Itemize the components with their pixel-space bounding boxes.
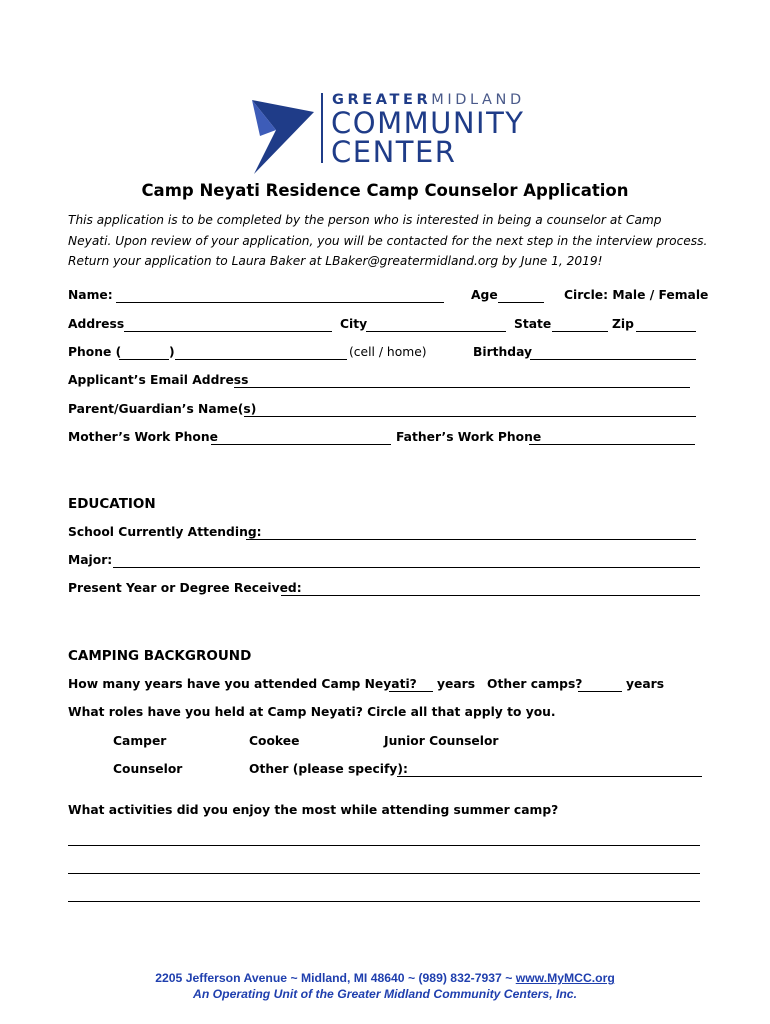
birthday-label: Birthday	[473, 345, 533, 359]
school-label: School Currently Attending:	[68, 525, 262, 539]
activities-question: What activities did you enjoy the most while attending summer camp?	[68, 803, 559, 817]
roles-question: What roles have you held at Camp Neyati? Circle all that apply to you.	[68, 705, 556, 719]
email-field[interactable]	[234, 387, 690, 388]
zip-label: Zip	[612, 317, 634, 331]
state-label: State	[514, 317, 552, 331]
years-attended-field[interactable]	[389, 691, 433, 692]
city-label: City	[340, 317, 368, 331]
name-field[interactable]	[116, 302, 444, 303]
phone-area-field[interactable]	[119, 359, 169, 360]
other-camps-label: Other camps?	[487, 677, 583, 691]
year-field[interactable]	[281, 595, 700, 596]
logo-greater-midland: GREATERMIDLAND	[332, 92, 525, 108]
activities-line-1[interactable]	[68, 845, 700, 846]
footer-address: 2205 Jefferson Avenue ~ Midland, MI 48640 ~ (989) 832-7937 ~ www.MyMCC.org	[155, 971, 615, 985]
father-phone-field[interactable]	[529, 444, 695, 445]
zip-field[interactable]	[636, 331, 696, 332]
role-cookee[interactable]: Cookee	[249, 734, 300, 748]
years-unit: years	[437, 677, 476, 691]
parent-label: Parent/Guardian’s Name(s)	[68, 402, 257, 416]
other-camps-field[interactable]	[578, 691, 622, 692]
school-field[interactable]	[246, 539, 696, 540]
activities-line-2[interactable]	[68, 873, 700, 874]
phone-number-field[interactable]	[175, 359, 347, 360]
logo-center: CENTER	[331, 135, 457, 169]
phone-label: Phone (	[68, 345, 122, 359]
camping-heading: CAMPING BACKGROUND	[68, 648, 252, 664]
mother-phone-label: Mother’s Work Phone	[68, 430, 218, 444]
phone-paren-close: )	[169, 345, 175, 359]
address-label: Address	[68, 317, 125, 331]
state-field[interactable]	[552, 331, 608, 332]
city-field[interactable]	[366, 331, 506, 332]
education-heading: EDUCATION	[68, 496, 156, 512]
address-field[interactable]	[124, 331, 332, 332]
logo-community: COMMUNITY	[331, 106, 525, 140]
logo-divider	[321, 93, 323, 163]
major-field[interactable]	[113, 567, 700, 568]
activities-line-3[interactable]	[68, 901, 700, 902]
role-other-label[interactable]: Other (please specify):	[249, 762, 408, 776]
email-label: Applicant’s Email Address	[68, 373, 249, 387]
birthday-field[interactable]	[530, 359, 696, 360]
role-junior-counselor[interactable]: Junior Counselor	[384, 734, 499, 748]
phone-type-hint: (cell / home)	[349, 345, 427, 359]
intro-paragraph: This application is to be completed by the person who is interested in being a counselor at Camp Neyati. Upon review of your application, you will be contacted for the next step in the interview process. Return your application to Laura Baker at LBaker@greatermidland.org by June 1, 2019!	[68, 213, 708, 268]
other-years-unit: years	[626, 677, 665, 691]
years-attended-question: How many years have you attended Camp Neyati?	[68, 677, 417, 691]
father-phone-label: Father’s Work Phone	[396, 430, 542, 444]
circle-gender[interactable]: Circle: Male / Female	[564, 288, 709, 302]
role-other-field[interactable]	[397, 776, 702, 777]
mother-phone-field[interactable]	[211, 444, 391, 445]
logo-chevron-icon	[252, 100, 314, 174]
parent-field[interactable]	[244, 416, 696, 417]
age-label: Age	[471, 288, 498, 302]
name-label: Name:	[68, 288, 113, 302]
footer-operating-unit: An Operating Unit of the Greater Midland Community Centers, Inc.	[193, 987, 577, 1001]
year-label: Present Year or Degree Received:	[68, 581, 302, 595]
age-field[interactable]	[498, 302, 544, 303]
role-counselor[interactable]: Counselor	[113, 762, 183, 776]
page-title: Camp Neyati Residence Camp Counselor Application	[141, 181, 629, 200]
role-camper[interactable]: Camper	[113, 734, 167, 748]
footer-website-link[interactable]: www.MyMCC.org	[515, 971, 615, 985]
major-label: Major:	[68, 553, 113, 567]
